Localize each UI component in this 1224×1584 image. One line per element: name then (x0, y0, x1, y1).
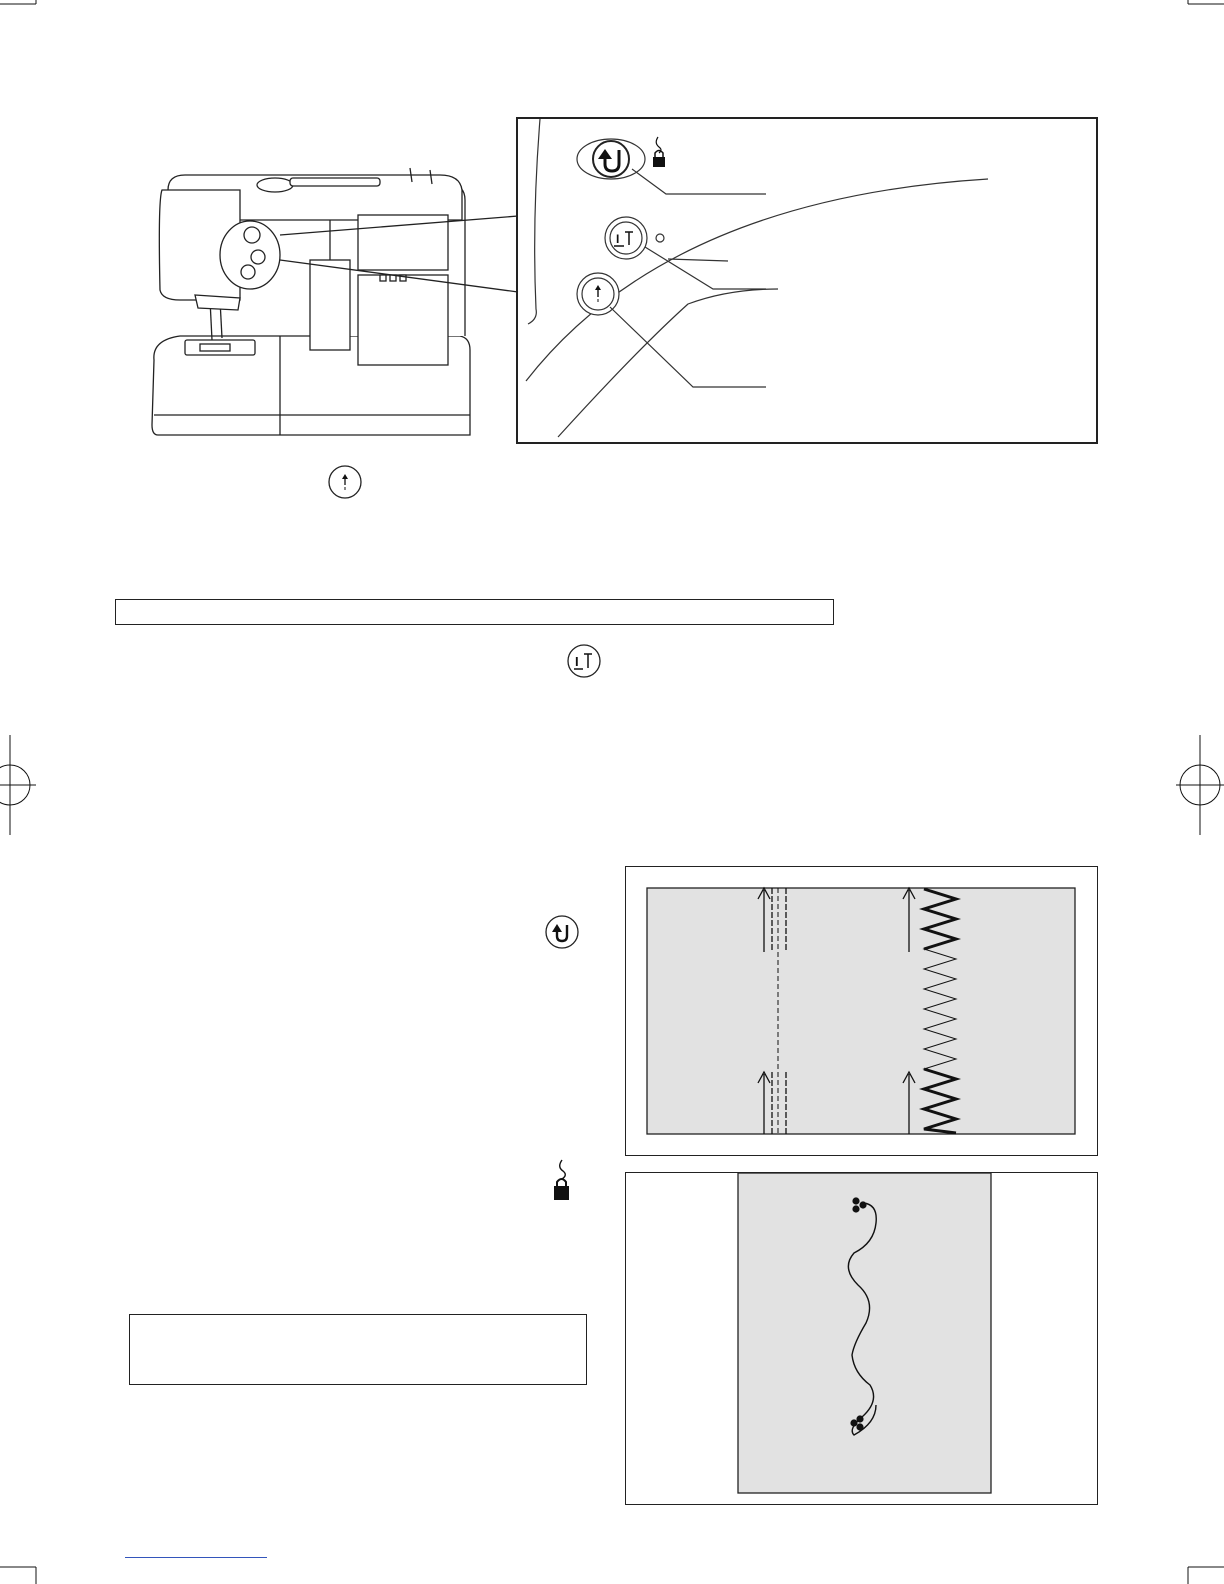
reverse-stitch-button-icon (542, 912, 582, 952)
reverse-stitch-artwork (626, 867, 1097, 1155)
reverse-stitch-diagram (625, 866, 1098, 1156)
lock-stitch-artwork (626, 1173, 1097, 1504)
lock-stitch-icon (653, 137, 665, 167)
svg-text:I: I (616, 232, 620, 246)
lock-stitch-diagram (625, 1172, 1098, 1505)
svg-text:I: I (575, 654, 579, 669)
callout-artwork (518, 119, 1096, 442)
sewing-machine-illustration (140, 160, 520, 460)
needle-up-down-button-icon (564, 641, 604, 681)
footer-rule (125, 1557, 267, 1558)
needle-position-button-icon (326, 463, 364, 501)
section-heading-bar (115, 599, 834, 625)
button-callout-panel (516, 117, 1098, 444)
note-box (129, 1314, 587, 1385)
lock-stitch-inline-icon (548, 1158, 576, 1202)
